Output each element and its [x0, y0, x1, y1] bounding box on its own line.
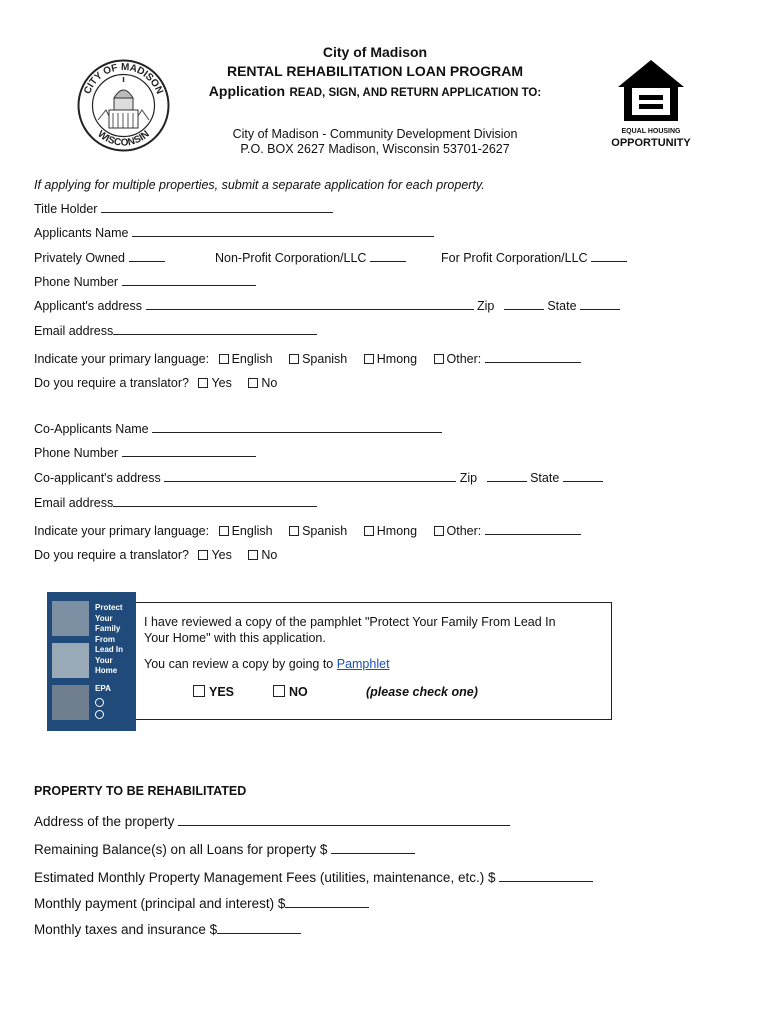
monthly-payment-blank[interactable] [285, 897, 369, 908]
property-address-blank[interactable] [178, 815, 510, 826]
english-label: English [231, 352, 273, 366]
forprofit-field[interactable] [441, 251, 627, 265]
translator-question: Do you require a translator? [34, 376, 189, 390]
co-translator-yes-label: Yes [211, 548, 232, 562]
forprofit-label: For Profit Corporation/LLC [441, 251, 588, 265]
title-holder-field[interactable] [34, 202, 333, 216]
co-other-checkbox[interactable] [434, 526, 444, 536]
pamphlet-review-line [144, 657, 390, 671]
coapplicant-phone-blank[interactable] [122, 446, 256, 457]
remaining-balance-field[interactable] [34, 842, 415, 857]
coapplicant-state-label: State [530, 471, 560, 485]
monthly-taxes-field[interactable] [34, 922, 301, 937]
coapplicant-translator-question: Do you require a translator? [34, 548, 189, 562]
coapplicant-address-field[interactable] [34, 471, 603, 485]
email-blank[interactable] [113, 324, 317, 335]
monthly-payment-field[interactable] [34, 896, 369, 911]
coapplicant-phone-field[interactable] [34, 446, 256, 460]
coapplicant-name-label: Co-Applicants Name [34, 422, 149, 436]
state-blank[interactable] [580, 299, 620, 310]
return-instruction: READ, SIGN, AND RETURN APPLICATION TO: [289, 87, 542, 99]
co-english-checkbox[interactable] [219, 526, 229, 536]
pamphlet-no-checkbox[interactable] [273, 685, 285, 697]
remaining-balance-blank[interactable] [331, 843, 415, 854]
cover-photo-2 [52, 643, 89, 678]
applicants-name-field[interactable] [34, 226, 434, 240]
cover-line: Family [95, 624, 121, 633]
english-checkbox[interactable] [219, 354, 229, 364]
spanish-checkbox[interactable] [289, 354, 299, 364]
cover-photo-1 [52, 601, 89, 636]
privately-owned-blank[interactable] [129, 251, 165, 262]
pamphlet-yes-label: YES [209, 685, 235, 699]
applicants-name-blank[interactable] [132, 226, 434, 237]
monthly-taxes-blank[interactable] [217, 923, 301, 934]
title-holder-label: Title Holder [34, 202, 98, 216]
cover-line: Your [95, 613, 113, 623]
spanish-label: Spanish [302, 352, 348, 366]
zip-blank[interactable] [504, 299, 544, 310]
coapplicant-email-blank[interactable] [113, 496, 317, 507]
zip-label: Zip [476, 299, 495, 313]
coapplicant-translator-row [34, 548, 277, 562]
translator-no-label: No [261, 376, 278, 390]
eho-line-2: OPPORTUNITY [611, 137, 691, 149]
phone-field[interactable] [34, 275, 256, 289]
property-address-field[interactable] [34, 814, 510, 829]
pamphlet-check-one: (please check one) [366, 685, 478, 699]
co-hmong-label: Hmong [376, 524, 418, 538]
cover-line: Your [95, 655, 113, 665]
email-field[interactable] [34, 324, 317, 338]
nonprofit-field[interactable] [215, 251, 406, 265]
eho-line-1: EQUAL HOUSING [621, 128, 681, 135]
forprofit-blank[interactable] [591, 251, 627, 262]
coapplicant-email-label: Email address [34, 496, 114, 510]
cover-line: Lead In [95, 645, 124, 654]
coapplicant-address-blank[interactable] [164, 471, 456, 482]
translator-yes-checkbox[interactable] [198, 378, 208, 388]
coapplicant-zip-blank[interactable] [487, 471, 527, 482]
translator-yes-label: Yes [211, 376, 232, 390]
pamphlet-text-2: Your Home" with this application. [144, 631, 326, 645]
translator-no-checkbox[interactable] [248, 378, 258, 388]
other-blank[interactable] [485, 352, 581, 363]
coapplicant-language-question: Indicate your primary language: [34, 524, 210, 538]
co-english-label: English [231, 524, 273, 538]
house-icon [612, 57, 690, 127]
hmong-checkbox[interactable] [364, 354, 374, 364]
pamphlet-acknowledgement-box [136, 602, 612, 720]
cover-title [95, 603, 135, 677]
multiple-properties-note: If applying for multiple properties, submit a separate application for each property. [34, 178, 485, 192]
co-translator-no-label: No [261, 548, 278, 562]
address-label: Applicant's address [34, 299, 143, 313]
pamphlet-cover [47, 592, 136, 731]
pamphlet-yes-checkbox[interactable] [193, 685, 205, 697]
application-word: Application [208, 83, 286, 99]
cover-photo-3 [52, 685, 89, 720]
monthly-taxes-label: Monthly taxes and insurance $ [34, 922, 218, 937]
coapplicant-email-field[interactable] [34, 496, 317, 510]
phone-label: Phone Number [34, 275, 119, 289]
monthly-payment-label: Monthly payment (principal and interest) $ [34, 896, 286, 911]
coapplicant-zip-label: Zip [459, 471, 478, 485]
co-other-label: Other: [446, 524, 482, 538]
header-address-1: City of Madison - Community Development Division [232, 127, 518, 141]
language-question: Indicate your primary language: [34, 352, 210, 366]
coapplicant-language-row [34, 524, 581, 538]
svg-text:WISCONSIN: WISCONSIN [95, 128, 152, 149]
pamphlet-link[interactable]: Pamphlet [336, 657, 390, 671]
translator-row [34, 376, 277, 390]
co-spanish-checkbox[interactable] [289, 526, 299, 536]
remaining-balance-label: Remaining Balance(s) on all Loans for property $ [34, 842, 328, 857]
svg-text:CITY OF MADISON: CITY OF MADISON [82, 61, 165, 96]
cover-agency-icon [95, 698, 104, 707]
address-field[interactable] [34, 299, 620, 313]
header-program: RENTAL REHABILITATION LOAN PROGRAM [226, 63, 524, 79]
co-hmong-checkbox[interactable] [364, 526, 374, 536]
co-translator-yes-checkbox[interactable] [198, 550, 208, 560]
title-holder-blank[interactable] [101, 202, 333, 213]
other-label: Other: [446, 352, 482, 366]
privately-owned-label: Privately Owned [34, 251, 126, 265]
coapplicant-name-blank[interactable] [152, 422, 442, 433]
pamphlet-text-1: I have reviewed a copy of the pamphlet "Protect Your Family From Lead In [144, 615, 556, 629]
applicants-name-label: Applicants Name [34, 226, 129, 240]
pamphlet-no-option[interactable] [273, 685, 308, 699]
address-blank[interactable] [146, 299, 474, 310]
cover-agency-icon [95, 710, 104, 719]
cover-epa-logo: EPA [95, 684, 111, 693]
pamphlet-yes-option[interactable] [193, 685, 234, 699]
management-fees-field[interactable] [34, 870, 593, 885]
coapplicant-state-blank[interactable] [563, 471, 603, 482]
privately-owned-field[interactable] [34, 251, 165, 265]
language-row [34, 352, 581, 366]
co-other-blank[interactable] [485, 524, 581, 535]
email-label: Email address [34, 324, 114, 338]
coapplicant-name-field[interactable] [34, 422, 442, 436]
header-address-2: P.O. BOX 2627 Madison, Wisconsin 53701-2627 [240, 142, 510, 156]
nonprofit-label: Non-Profit Corporation/LLC [215, 251, 367, 265]
co-spanish-label: Spanish [302, 524, 348, 538]
state-label: State [547, 299, 577, 313]
property-heading: PROPERTY TO BE REHABILITATED [34, 784, 247, 798]
other-checkbox[interactable] [434, 354, 444, 364]
coapplicant-address-label: Co-applicant's address [34, 471, 161, 485]
management-fees-blank[interactable] [499, 871, 593, 882]
hmong-label: Hmong [376, 352, 418, 366]
cover-line: Home [95, 666, 118, 675]
phone-blank[interactable] [122, 275, 256, 286]
nonprofit-blank[interactable] [370, 251, 406, 262]
cover-line: Protect [95, 603, 123, 612]
property-address-label: Address of the property [34, 814, 175, 829]
coapplicant-phone-label: Phone Number [34, 446, 119, 460]
header-city: City of Madison [322, 44, 428, 60]
management-fees-label: Estimated Monthly Property Management Fees (utilities, maintenance, etc.) $ [34, 870, 496, 885]
pamphlet-review-text: You can review a copy by going to [144, 657, 334, 671]
co-translator-no-checkbox[interactable] [248, 550, 258, 560]
equal-housing-logo [612, 57, 690, 152]
pamphlet-no-label: NO [289, 685, 308, 699]
cover-line: From [95, 634, 115, 644]
